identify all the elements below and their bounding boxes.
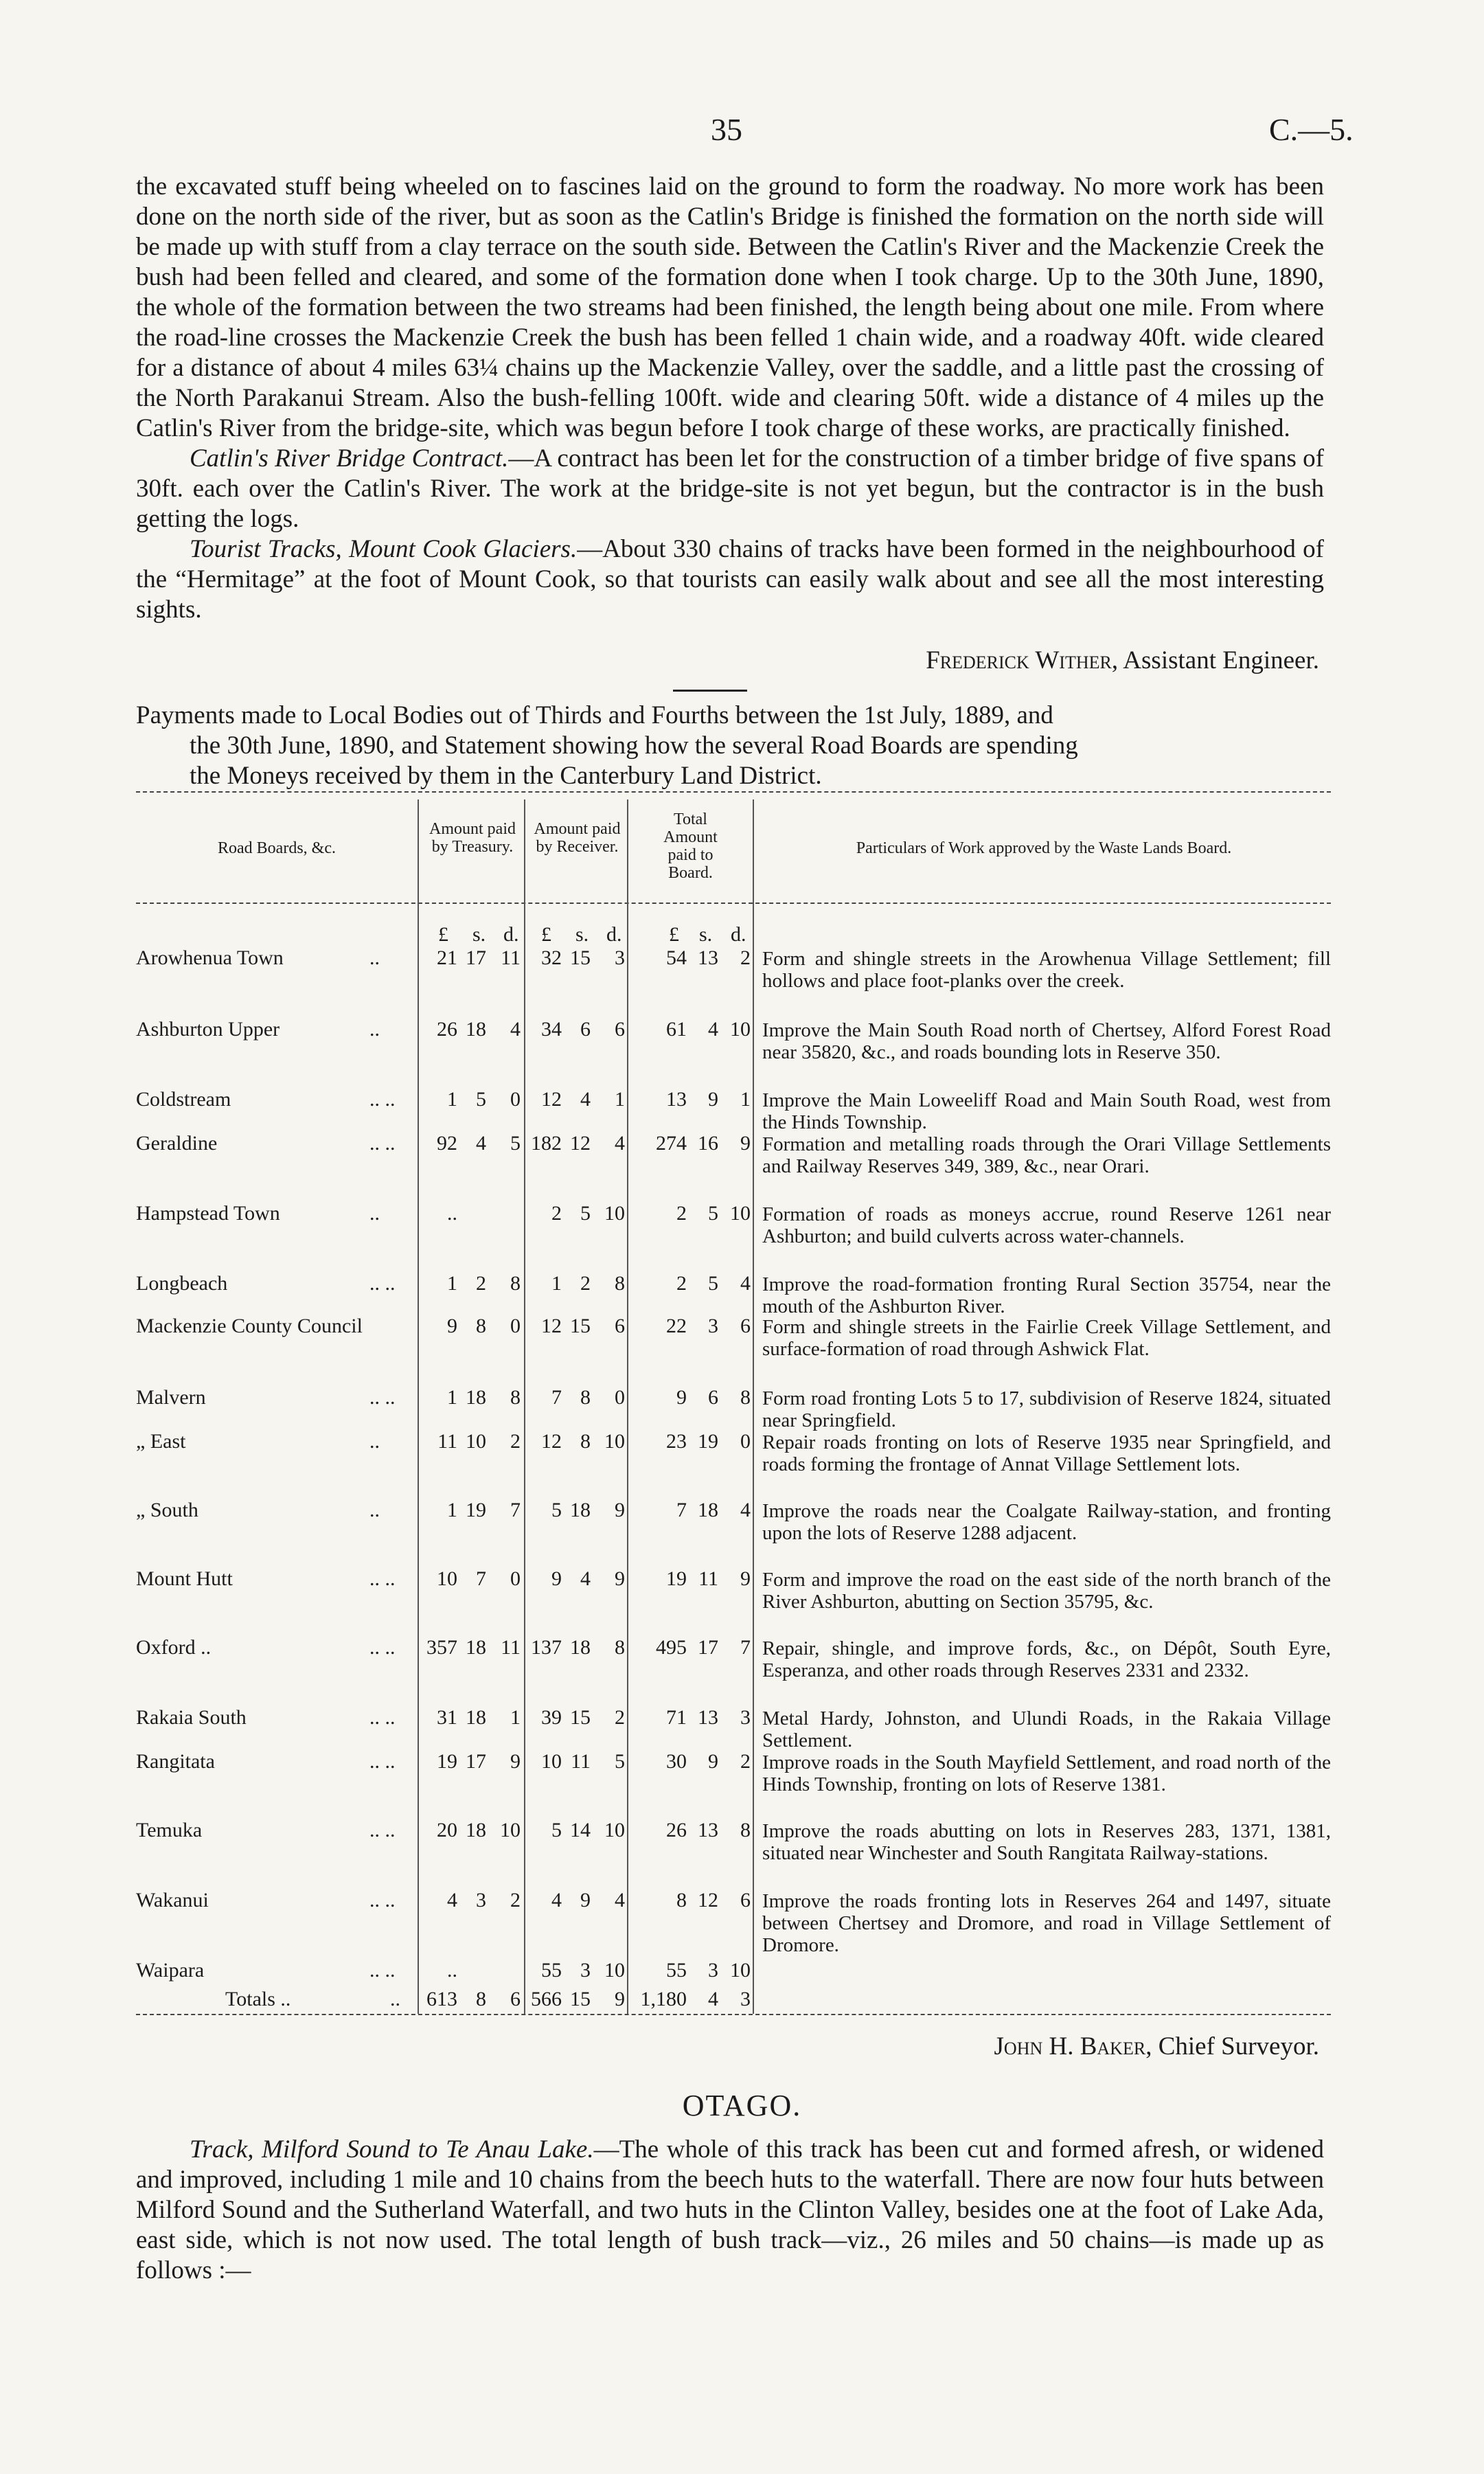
currency-shilling: s. (699, 923, 713, 946)
amount-receiver-shillings: 8 (580, 1386, 591, 1409)
amount-receiver-pounds: 2 (551, 1202, 562, 1225)
total-treasury-pounds: 613 (426, 1988, 457, 2010)
amount-receiver-pounds: 55 (541, 1959, 562, 1982)
amount-total-pounds: 19 (666, 1567, 687, 1590)
amount-receiver-pence: 3 (615, 946, 625, 969)
signature-name: Frederick Wither (926, 646, 1112, 674)
work-particulars: Repair, shingle, and improve fords, &c., on Dépôt, South Eyre, Esperanza, and other roads through Reserves 2331 and 2332. (762, 1637, 1331, 1681)
header-receiver: Amount paid by Receiver. (534, 820, 621, 856)
leader-dots: .. .. (369, 1959, 396, 1982)
header-treasury: Amount paid by Treasury. (429, 820, 516, 856)
heading-line: the 30th June, 1890, and Statement showing how the several Road Boards are spending (190, 731, 1078, 760)
leader-dots: .. .. (369, 1567, 396, 1590)
signature-name: John H. Baker (994, 2032, 1146, 2061)
amount-total-pence: 1 (740, 1088, 751, 1111)
amount-total-shillings: 13 (698, 946, 718, 969)
amount-receiver-pounds: 137 (531, 1636, 562, 1659)
paragraph-lead: Catlin's River Bridge Contract. (190, 444, 509, 473)
road-board-name: Hampstead Town (136, 1202, 280, 1225)
amount-receiver-pounds: 9 (551, 1567, 562, 1590)
currency-pence: d. (606, 923, 622, 946)
amount-treasury-pounds: 4 (447, 1889, 457, 1911)
amount-total-shillings: 11 (698, 1567, 718, 1590)
amount-receiver-shillings: 18 (570, 1499, 591, 1521)
total-receiver-pounds: 566 (531, 1988, 562, 2010)
page-number: 35 (711, 112, 742, 147)
column-divider (753, 799, 754, 2014)
amount-receiver-shillings: 14 (570, 1819, 591, 1841)
amount-treasury-pounds: 31 (437, 1706, 457, 1729)
total-total-shillings: 4 (708, 1988, 718, 2010)
section-title-otago: OTAGO. (682, 2089, 802, 2122)
leader-dots: .. .. (369, 1819, 396, 1841)
amount-receiver-pence: 8 (615, 1272, 625, 1295)
amount-treasury-shillings: 18 (466, 1386, 486, 1409)
intro-paragraph-2 (136, 444, 1324, 534)
currency-pence: d. (731, 923, 746, 946)
amount-treasury-pence: 0 (510, 1315, 521, 1337)
amount-total-shillings: 19 (698, 1430, 718, 1453)
paragraph-body: —A contract has been let for the construction of a timber bridge of five spans of 30ft. each over the Catlin's River. The work at the bridge-site is not yet begun, but the contractor is in the bush getting the logs. (136, 444, 1325, 533)
total-total-pence: 3 (740, 1988, 751, 2010)
amount-receiver-pounds: 10 (541, 1750, 562, 1773)
amount-total-shillings: 18 (698, 1499, 718, 1521)
leader-dots: .. (369, 946, 380, 969)
amount-receiver-pounds: 1 (551, 1272, 562, 1295)
amount-treasury-pounds: .. (447, 1202, 457, 1225)
amount-total-shillings: 16 (698, 1132, 718, 1155)
amount-treasury-shillings: 19 (466, 1499, 486, 1521)
amount-receiver-shillings: 3 (580, 1959, 591, 1982)
amount-treasury-shillings: 17 (466, 1750, 486, 1773)
amount-treasury-pounds: .. (447, 1959, 457, 1982)
amount-receiver-pounds: 5 (551, 1819, 562, 1841)
road-board-name: Temuka (136, 1819, 203, 1841)
amount-receiver-pounds: 34 (541, 1018, 562, 1041)
amount-receiver-pence: 6 (615, 1018, 625, 1041)
amount-total-pence: 8 (740, 1386, 751, 1409)
leader-dots: .. (369, 1499, 380, 1521)
road-board-name: Longbeach (136, 1272, 228, 1295)
amount-total-pounds: 26 (666, 1819, 687, 1841)
amount-receiver-pence: 4 (615, 1132, 625, 1155)
amount-total-shillings: 17 (698, 1636, 718, 1659)
header-road-boards: Road Boards, &c. (218, 839, 336, 857)
amount-receiver-shillings: 15 (570, 1315, 591, 1337)
amount-treasury-pence: 7 (510, 1499, 521, 1521)
amount-total-shillings: 3 (708, 1959, 718, 1982)
amount-receiver-shillings: 5 (580, 1202, 591, 1225)
section-divider (673, 690, 747, 692)
amount-total-pounds: 30 (666, 1750, 687, 1773)
amount-receiver-pounds: 182 (531, 1132, 562, 1155)
amount-receiver-pounds: 4 (551, 1889, 562, 1911)
signature-title: , Assistant Engineer. (1111, 646, 1319, 674)
closing-paragraph (136, 2135, 1324, 2286)
amount-treasury-pence: 8 (510, 1272, 521, 1295)
amount-treasury-pence: 5 (510, 1132, 521, 1155)
amount-receiver-shillings: 15 (570, 946, 591, 969)
amount-total-shillings: 9 (708, 1750, 718, 1773)
amount-receiver-pounds: 39 (541, 1706, 562, 1729)
work-particulars: Improve the roads fronting lots in Reserves 264 and 1497, situate between Chertsey and Dromore, and road in Village Settlement of Dromore. (762, 1890, 1331, 1956)
amount-receiver-shillings: 6 (580, 1018, 591, 1041)
amount-total-pounds: 8 (676, 1889, 687, 1911)
work-particulars: Improve roads in the South Mayfield Settlement, and road north of the Hinds Township, fronting on lots of Reserve 1381. (762, 1751, 1331, 1795)
amount-receiver-pounds: 12 (541, 1315, 562, 1337)
amount-total-shillings: 9 (708, 1088, 718, 1111)
work-particulars: Improve the roads abutting on lots in Reserves 283, 1371, 1381, situated near Winchester and South Rangitata Railway-stations. (762, 1820, 1331, 1864)
amount-treasury-shillings: 18 (466, 1636, 486, 1659)
amount-treasury-pounds: 1 (447, 1272, 457, 1295)
leader-dots: .. .. (369, 1088, 396, 1111)
amount-total-pounds: 9 (676, 1386, 687, 1409)
amount-receiver-pence: 9 (615, 1567, 625, 1590)
work-particulars: Formation of roads as moneys accrue, round Reserve 1261 near Ashburton; and build culverts across water-channels. (762, 1203, 1331, 1247)
chief-surveyor-signature (994, 2032, 1319, 2061)
work-particulars: Repair roads fronting on lots of Reserve 1935 near Springfield, and roads forming the frontage of Annat Village Settlement lots. (762, 1431, 1331, 1475)
amount-total-pounds: 23 (666, 1430, 687, 1453)
amount-treasury-pounds: 9 (447, 1315, 457, 1337)
amount-receiver-shillings: 12 (570, 1132, 591, 1155)
amount-treasury-pence: 8 (510, 1386, 521, 1409)
amount-treasury-pence: 4 (510, 1018, 521, 1041)
amount-total-shillings: 3 (708, 1315, 718, 1337)
amount-receiver-shillings: 9 (580, 1889, 591, 1911)
heading-line: the Moneys received by them in the Canterbury Land District. (190, 762, 822, 790)
leader-dots: .. .. (369, 1272, 396, 1295)
amount-total-pence: 4 (740, 1272, 751, 1295)
intro-text (136, 172, 1324, 625)
amount-treasury-pence: 10 (500, 1819, 521, 1841)
intro-paragraph-3 (136, 534, 1324, 625)
leader-dots: .. .. (369, 1132, 396, 1155)
currency-shilling: s. (575, 923, 589, 946)
heading-line: Payments made to Local Bodies out of Thirds and Fourths between the 1st July, 1889, and (136, 701, 1053, 729)
currency-pence: d. (503, 923, 519, 946)
amount-treasury-shillings: 5 (476, 1088, 486, 1111)
leader-dots: .. .. (369, 1706, 396, 1729)
amount-receiver-shillings: 11 (571, 1750, 591, 1773)
amount-treasury-pence: 0 (510, 1567, 521, 1590)
amount-treasury-pounds: 11 (437, 1430, 457, 1453)
amount-receiver-shillings: 4 (580, 1567, 591, 1590)
table-bottom-rule (136, 2014, 1331, 2015)
amount-total-pence: 6 (740, 1315, 751, 1337)
intro-paragraph-1: the excavated stuff being wheeled on to fascines laid on the ground to form the roadway. No more work has been done on the north side of the river, but as soon as the Catlin's Bridge is finished the formation on the north side will be made up with stuff from a clay terrace on the south side. Between the Catlin's River and the Mackenzie Creek the bush had been felled and cleared, and some of the formation done when I took charge. Up to the 30th June, 1890, the whole of the formation between the two streams had been finished, the length being about one mile. From where the road-line crosses the Mackenzie Creek the bush has been felled 1 chain wide, and a roadway 40ft. wide cleared for a distance of about 4 miles 63¼ chains up the Mackenzie Valley, over the saddle, and a little past the crossing of the North Parakanui Stream. Also the bush-felling 100ft. wide and clearing 50ft. wide a distance of 4 miles up the Catlin's River from the bridge-site, which was begun before I took charge of these works, are practically finished. (136, 172, 1324, 442)
amount-treasury-pence: 1 (510, 1706, 521, 1729)
currency-pound: £ (541, 923, 551, 946)
amount-total-shillings: 5 (708, 1202, 718, 1225)
amount-total-pounds: 71 (666, 1706, 687, 1729)
assistant-engineer-signature (926, 646, 1319, 675)
amount-total-pounds: 274 (656, 1132, 687, 1155)
work-particulars: Form and shingle streets in the Arowhenua Village Settlement; fill hollows and place foot-planks over the creek. (762, 948, 1331, 992)
amount-total-pounds: 61 (666, 1018, 687, 1041)
amount-receiver-shillings: 4 (580, 1088, 591, 1111)
amount-total-shillings: 6 (708, 1386, 718, 1409)
amount-total-pence: 10 (730, 1959, 751, 1982)
amount-treasury-pence: 11 (501, 1636, 521, 1659)
amount-treasury-shillings: 2 (476, 1272, 486, 1295)
amount-treasury-pounds: 26 (437, 1018, 457, 1041)
amount-receiver-shillings: 8 (580, 1430, 591, 1453)
header-total: Total Amount paid to Board. (663, 810, 718, 882)
amount-treasury-shillings: 10 (466, 1430, 486, 1453)
amount-treasury-pence: 2 (510, 1430, 521, 1453)
amount-treasury-pounds: 10 (437, 1567, 457, 1590)
work-particulars: Improve the roads near the Coalgate Railway-station, and fronting upon the lots of Reserve 1288 adjacent. (762, 1500, 1331, 1544)
paragraph-body: —About 330 chains of tracks have been formed in the neighbourhood of the “Hermitage” at the foot of Mount Cook, so that tourists can easily walk about and see all the most interesting sights. (136, 535, 1324, 624)
amount-receiver-shillings: 18 (570, 1636, 591, 1659)
amount-receiver-pence: 10 (604, 1959, 625, 1982)
amount-total-pounds: 495 (656, 1636, 687, 1659)
amount-total-shillings: 13 (698, 1819, 718, 1841)
paragraph-lead: Track, Milford Sound to Te Anau Lake. (190, 2135, 594, 2164)
road-board-name: Coldstream (136, 1088, 231, 1111)
amount-treasury-pounds: 19 (437, 1750, 457, 1773)
amount-total-shillings: 4 (708, 1018, 718, 1041)
amount-receiver-pounds: 12 (541, 1430, 562, 1453)
road-board-name: „ East (136, 1430, 186, 1453)
leader-dots: .. .. (369, 1386, 396, 1409)
amount-receiver-pence: 5 (615, 1750, 625, 1773)
amount-treasury-shillings: 4 (476, 1132, 486, 1155)
amount-treasury-pounds: 1 (447, 1088, 457, 1111)
amount-treasury-pence: 2 (510, 1889, 521, 1911)
work-particulars: Improve the road-formation fronting Rural Section 35754, near the mouth of the Ashburton River. (762, 1273, 1331, 1317)
amount-treasury-shillings: 3 (476, 1889, 486, 1911)
amount-receiver-pence: 0 (615, 1386, 625, 1409)
payments-table (136, 791, 1331, 2028)
leader-dots: .. (369, 1202, 380, 1225)
total-receiver-pence: 9 (615, 1988, 625, 2010)
work-particulars: Improve the Main South Road north of Chertsey, Alford Forest Road near 35820, &c., and roads bounding lots in Reserve 350. (762, 1019, 1331, 1063)
amount-receiver-pence: 8 (615, 1636, 625, 1659)
amount-receiver-pence: 6 (615, 1315, 625, 1337)
amount-receiver-pounds: 12 (541, 1088, 562, 1111)
amount-total-pence: 2 (740, 1750, 751, 1773)
amount-total-pence: 0 (740, 1430, 751, 1453)
currency-shilling: s. (472, 923, 486, 946)
amount-receiver-pounds: 7 (551, 1386, 562, 1409)
road-board-name: Rangitata (136, 1750, 215, 1773)
column-divider (627, 799, 628, 2014)
amount-receiver-pounds: 5 (551, 1499, 562, 1521)
amount-receiver-pence: 9 (615, 1499, 625, 1521)
road-board-name: Malvern (136, 1386, 206, 1409)
leader-dots: .. (369, 1430, 380, 1453)
amount-treasury-pence: 9 (510, 1750, 521, 1773)
road-board-name: Oxford .. (136, 1636, 212, 1659)
amount-treasury-pounds: 20 (437, 1819, 457, 1841)
leader-dots: .. (369, 1018, 380, 1041)
amount-receiver-pence: 1 (615, 1088, 625, 1111)
payments-heading (136, 701, 1324, 791)
amount-treasury-shillings: 8 (476, 1315, 486, 1337)
leader-dots: .. .. (369, 1750, 396, 1773)
paragraph-lead: Tourist Tracks, Mount Cook Glaciers. (190, 535, 578, 563)
amount-receiver-pence: 2 (615, 1706, 625, 1729)
amount-total-pence: 10 (730, 1202, 751, 1225)
amount-receiver-pounds: 32 (541, 946, 562, 969)
work-particulars: Form road fronting Lots 5 to 17, subdivision of Reserve 1824, situated near Springfield. (762, 1387, 1331, 1431)
amount-receiver-shillings: 2 (580, 1272, 591, 1295)
currency-pound: £ (438, 923, 448, 946)
road-board-name: Mount Hutt (136, 1567, 233, 1590)
amount-treasury-shillings: 7 (476, 1567, 486, 1590)
road-board-name: „ South (136, 1499, 198, 1521)
total-total-pounds: 1,180 (640, 1988, 687, 2010)
amount-treasury-shillings: 18 (466, 1819, 486, 1841)
amount-total-pence: 9 (740, 1567, 751, 1590)
road-board-name: Wakanui (136, 1889, 209, 1911)
work-particulars: Form and improve the road on the east side of the north branch of the River Ashburton, abutting on Section 35795, &c. (762, 1569, 1331, 1613)
amount-total-shillings: 12 (698, 1889, 718, 1911)
road-board-name: Waipara (136, 1959, 205, 1982)
road-board-name: Arowhenua Town (136, 946, 284, 969)
amount-treasury-pence: 11 (501, 946, 521, 969)
table-header-rule (136, 903, 1331, 904)
amount-receiver-pence: 4 (615, 1889, 625, 1911)
amount-total-pence: 3 (740, 1706, 751, 1729)
amount-total-pence: 6 (740, 1889, 751, 1911)
amount-treasury-pence: 0 (510, 1088, 521, 1111)
amount-treasury-pounds: 1 (447, 1386, 457, 1409)
amount-treasury-shillings: 18 (466, 1706, 486, 1729)
amount-receiver-pence: 10 (604, 1202, 625, 1225)
totals-label: Totals .. (225, 1988, 291, 2010)
work-particulars: Formation and metalling roads through the Orari Village Settlements and Railway Reserves 349, 389, &c., near Orari. (762, 1133, 1331, 1177)
amount-treasury-pounds: 357 (426, 1636, 457, 1659)
amount-treasury-shillings: 17 (466, 946, 486, 969)
amount-total-pence: 4 (740, 1499, 751, 1521)
leader-dots: .. .. (369, 1889, 396, 1911)
road-board-name: Rakaia South (136, 1706, 247, 1729)
amount-receiver-pence: 10 (604, 1819, 625, 1841)
leader-dots: .. (390, 1988, 400, 2010)
amount-receiver-pence: 10 (604, 1430, 625, 1453)
amount-treasury-shillings: 18 (466, 1018, 486, 1041)
paragraph-body: —The whole of this track has been cut and formed afresh, or widened and improved, including 1 mile and 10 chains from the beech huts to the waterfall. There are now four huts between Milford Sound and the Sutherland Waterfall, and two huts in the Clinton Valley, besides one at the foot of Lake Ada, east side, which is not now used. The total length of bush track—viz., 26 miles and 50 chains—is made up as follows :— (136, 2135, 1324, 2284)
work-particulars: Form and shingle streets in the Fairlie Creek Village Settlement, and surface-formation of road through Ashwick Flat. (762, 1316, 1331, 1360)
road-board-name: Ashburton Upper (136, 1018, 280, 1041)
header-particulars: Particulars of Work approved by the Waste Lands Board. (856, 839, 1232, 857)
amount-treasury-pounds: 92 (437, 1132, 457, 1155)
document-code: C.—5. (1269, 112, 1354, 147)
amount-total-pounds: 22 (666, 1315, 687, 1337)
amount-total-pounds: 54 (666, 946, 687, 969)
amount-total-pence: 7 (740, 1636, 751, 1659)
road-board-name: Geraldine (136, 1132, 218, 1155)
amount-total-shillings: 5 (708, 1272, 718, 1295)
road-board-name: Mackenzie County Council (136, 1315, 363, 1337)
work-particulars: Improve the Main Loweeliff Road and Main South Road, west from the Hinds Township. (762, 1089, 1331, 1133)
total-treasury-shillings: 8 (476, 1988, 486, 2010)
amount-total-pence: 10 (730, 1018, 751, 1041)
amount-treasury-pounds: 1 (447, 1499, 457, 1521)
total-treasury-pence: 6 (510, 1988, 521, 2010)
signature-title: , Chief Surveyor. (1145, 2032, 1319, 2061)
amount-total-pounds: 7 (676, 1499, 687, 1521)
amount-treasury-pounds: 21 (437, 946, 457, 969)
amount-receiver-shillings: 15 (570, 1706, 591, 1729)
closing-text (136, 2135, 1324, 2286)
amount-total-pounds: 2 (676, 1272, 687, 1295)
work-particulars: Metal Hardy, Johnston, and Ulundi Roads, in the Rakaia Village Settlement. (762, 1707, 1331, 1751)
total-receiver-shillings: 15 (570, 1988, 591, 2010)
table-top-rule (136, 791, 1331, 793)
amount-total-shillings: 13 (698, 1706, 718, 1729)
amount-total-pence: 8 (740, 1819, 751, 1841)
leader-dots: .. .. (369, 1636, 396, 1659)
amount-total-pence: 2 (740, 946, 751, 969)
amount-total-pounds: 13 (666, 1088, 687, 1111)
currency-pound: £ (669, 923, 679, 946)
amount-total-pounds: 55 (666, 1959, 687, 1982)
amount-total-pence: 9 (740, 1132, 751, 1155)
amount-total-pounds: 2 (676, 1202, 687, 1225)
